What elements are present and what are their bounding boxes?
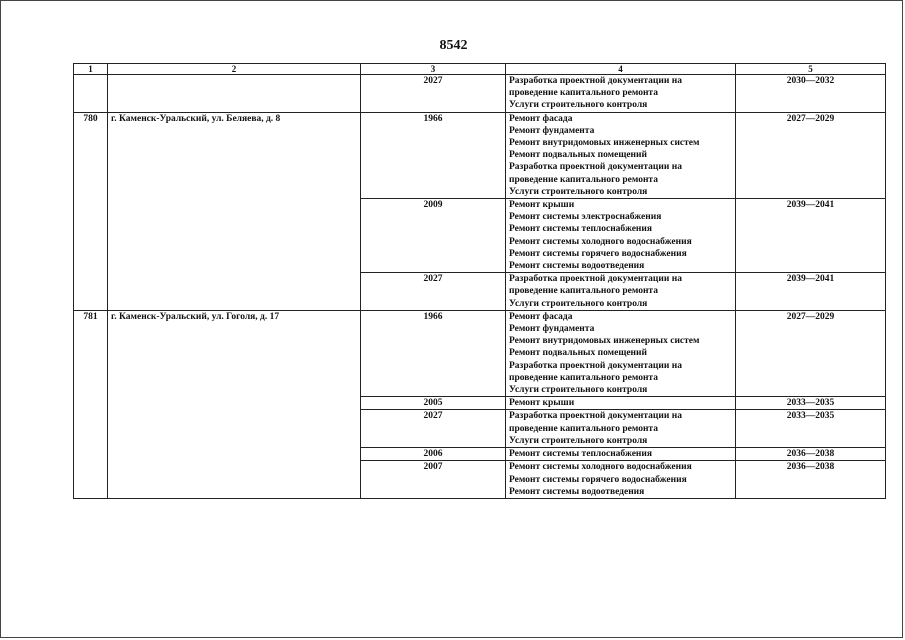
- year-cell: 2005: [361, 397, 506, 410]
- row-number: 781: [74, 310, 108, 498]
- building-address: г. Каменск-Уральский, ул. Беляева, д. 8: [108, 112, 361, 310]
- work-item: проведение капитального ремонта: [509, 88, 658, 99]
- work-item: Ремонт внутридомовых инженерных систем: [509, 336, 700, 347]
- term-cell: 2039—2041: [736, 273, 886, 311]
- work-item: Ремонт фасада: [509, 113, 573, 124]
- work-item: Услуги строительного контроля: [509, 186, 648, 197]
- term-cell: 2027—2029: [736, 310, 886, 396]
- work-item: Услуги строительного контроля: [509, 435, 648, 446]
- works-cell: [506, 310, 736, 396]
- header-col-1: 1: [74, 64, 108, 75]
- table-row: [74, 112, 886, 198]
- work-item: Ремонт фундамента: [509, 324, 595, 335]
- header-col-2: 2: [108, 64, 361, 75]
- term-cell: 2027—2029: [736, 112, 886, 198]
- table-header-row: [74, 64, 886, 75]
- works-cell: [506, 461, 736, 499]
- work-item: Ремонт системы теплоснабжения: [509, 449, 653, 460]
- work-item: Услуги строительного контроля: [509, 298, 648, 309]
- works-cell: [506, 448, 736, 461]
- building-address: г. Каменск-Уральский, ул. Гоголя, д. 17: [108, 310, 361, 498]
- work-item: Ремонт системы теплоснабжения: [509, 224, 653, 235]
- term-cell: 2033—2035: [736, 397, 886, 410]
- term-cell: 2030—2032: [736, 75, 886, 113]
- year-cell: 2027: [361, 273, 506, 311]
- works-cell: [506, 273, 736, 311]
- work-item: Ремонт фасада: [509, 311, 573, 322]
- work-item: проведение капитального ремонта: [509, 286, 658, 297]
- year-cell: 1966: [361, 310, 506, 396]
- work-item: Ремонт системы горячего водоснабжения: [509, 474, 687, 485]
- work-item: Ремонт системы электроснабжения: [509, 212, 662, 223]
- row-number: 780: [74, 112, 108, 310]
- work-item: Разработка проектной документации на: [509, 274, 682, 285]
- works-cell: [506, 199, 736, 273]
- term-cell: 2036—2038: [736, 448, 886, 461]
- work-item: Ремонт крыши: [509, 200, 575, 211]
- year-cell: 1966: [361, 112, 506, 198]
- work-item: Ремонт подвальных помещений: [509, 348, 647, 359]
- works-cell: [506, 75, 736, 113]
- work-item: Разработка проектной документации на: [509, 411, 682, 422]
- term-cell: 2033—2035: [736, 410, 886, 448]
- year-cell: 2006: [361, 448, 506, 461]
- works-cell: [506, 397, 736, 410]
- work-item: Ремонт системы холодного водоснабжения: [509, 236, 692, 247]
- work-item: Ремонт системы холодного водоснабжения: [509, 462, 692, 473]
- work-item: Услуги строительного контроля: [509, 100, 648, 111]
- work-item: Услуги строительного контроля: [509, 385, 648, 396]
- header-col-3: 3: [361, 64, 506, 75]
- year-cell: 2009: [361, 199, 506, 273]
- year-cell: 2007: [361, 461, 506, 499]
- year-cell: 2027: [361, 75, 506, 113]
- work-item: Ремонт внутридомовых инженерных систем: [509, 138, 700, 149]
- table-row: [74, 310, 886, 396]
- work-item: проведение капитального ремонта: [509, 174, 658, 185]
- works-cell: [506, 112, 736, 198]
- repair-schedule-table: [73, 63, 886, 499]
- table-row: [74, 75, 886, 113]
- work-item: Ремонт фундамента: [509, 125, 595, 136]
- works-cell: [506, 410, 736, 448]
- work-item: Ремонт системы водоотведения: [509, 486, 645, 497]
- work-item: Разработка проектной документации на: [509, 162, 682, 173]
- row-number: [74, 75, 108, 113]
- work-item: проведение капитального ремонта: [509, 372, 658, 383]
- work-item: Ремонт подвальных помещений: [509, 150, 647, 161]
- work-item: Ремонт крыши: [509, 398, 575, 409]
- work-item: Разработка проектной документации на: [509, 76, 682, 86]
- header-col-5: 5: [736, 64, 886, 75]
- table-body: [74, 75, 886, 499]
- page-number: 8542: [439, 38, 468, 53]
- work-item: проведение капитального ремонта: [509, 423, 658, 434]
- building-address: [108, 75, 361, 113]
- term-cell: 2039—2041: [736, 199, 886, 273]
- work-item: Ремонт системы водоотведения: [509, 261, 645, 272]
- year-cell: 2027: [361, 410, 506, 448]
- work-item: Ремонт системы горячего водоснабжения: [509, 248, 687, 259]
- term-cell: 2036—2038: [736, 461, 886, 499]
- work-item: Разработка проектной документации на: [509, 360, 682, 371]
- header-col-4: 4: [506, 64, 736, 75]
